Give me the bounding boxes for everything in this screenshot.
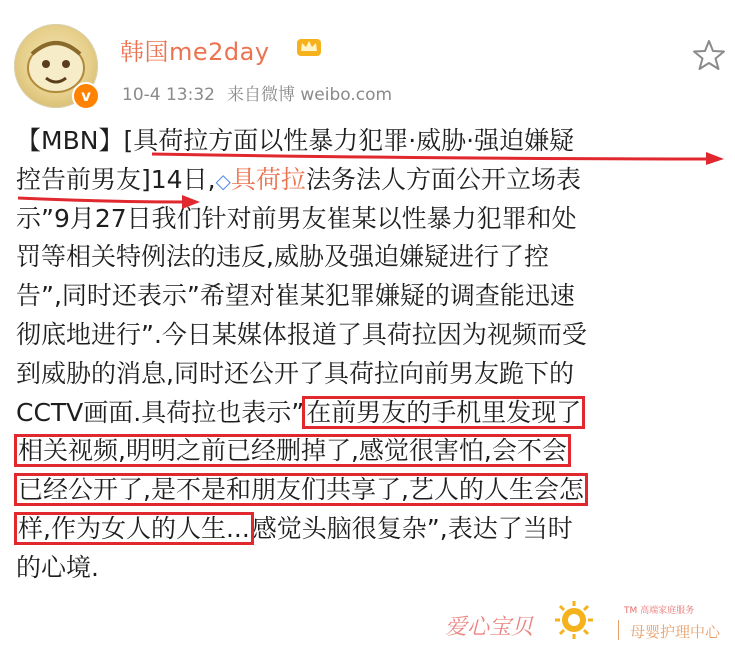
- body-text: 罚等相关特例法的违反,威胁及强迫嫌疑进行了控: [16, 242, 549, 272]
- watermark-text: 母婴护理中心: [630, 623, 721, 641]
- body-text: 示”9月27日我们针对前男友崔某以性暴力犯罪和处: [16, 203, 577, 233]
- highlight-box: 在前男友的手机里发现了: [306, 397, 582, 427]
- body-text: 法务法人方面公开立场表: [305, 164, 581, 194]
- highlight-box: 相关视频,明明之前已经删掉了,感觉很害怕,会不会: [18, 436, 567, 466]
- watermark-tm-text: TM 高端家庭服务: [624, 606, 695, 616]
- body-text: 到威胁的消息,同时还公开了具荷拉向前男友跪下的: [16, 358, 574, 388]
- sun-logo-icon: [548, 600, 600, 640]
- post-line: [16, 549, 726, 588]
- post-line: [16, 510, 726, 549]
- post-line: [16, 238, 726, 277]
- body-text: 彻底地进行”.今日某媒体报道了具荷拉因为视频而受: [16, 319, 587, 349]
- star-outline-icon[interactable]: [692, 38, 726, 72]
- headline-text-cont: 控告前男友]: [16, 164, 151, 194]
- timestamp: 10-4 13:32: [122, 85, 215, 105]
- body-text: 告”,同时还表示”希望对崔某犯罪嫌疑的调查能迅速: [16, 281, 575, 311]
- verified-badge-icon: v: [72, 82, 100, 110]
- post-line: [16, 316, 726, 355]
- watermark-divider: [618, 620, 619, 640]
- body-text: CCTV画面.具荷拉也表示”: [16, 397, 305, 427]
- highlight-box: 样,作为女人的人生...: [18, 513, 250, 543]
- body-text: 的心境.: [16, 552, 99, 582]
- watermark-text: 爱心宝贝: [445, 615, 534, 640]
- post-line: [16, 355, 726, 394]
- underline-arrow-icon: [16, 192, 206, 210]
- crown-icon: [296, 36, 322, 58]
- date-text: 14日,: [150, 164, 216, 194]
- post-line: [16, 394, 726, 433]
- diamond-icon: ◇: [215, 168, 231, 193]
- post-line: [16, 471, 726, 510]
- username[interactable]: 韩国me2day: [120, 38, 270, 66]
- body-text: 感觉头脑很复杂”,表达了当时: [251, 513, 573, 543]
- underline-arrow-icon: [150, 150, 730, 166]
- headline-text: [具荷拉方面以性暴力犯罪·威胁·强迫嫌疑: [123, 126, 575, 155]
- post-meta: [122, 80, 404, 105]
- source-text[interactable]: 来自微博 weibo.com: [226, 85, 393, 105]
- source-tag: 【MBN】: [16, 126, 124, 155]
- post-line: [16, 432, 726, 471]
- post-line: [16, 277, 726, 316]
- highlight-box: 已经公开了,是不是和朋友们共享了,艺人的人生会怎: [18, 475, 584, 505]
- mention-link[interactable]: 具荷拉: [230, 164, 306, 194]
